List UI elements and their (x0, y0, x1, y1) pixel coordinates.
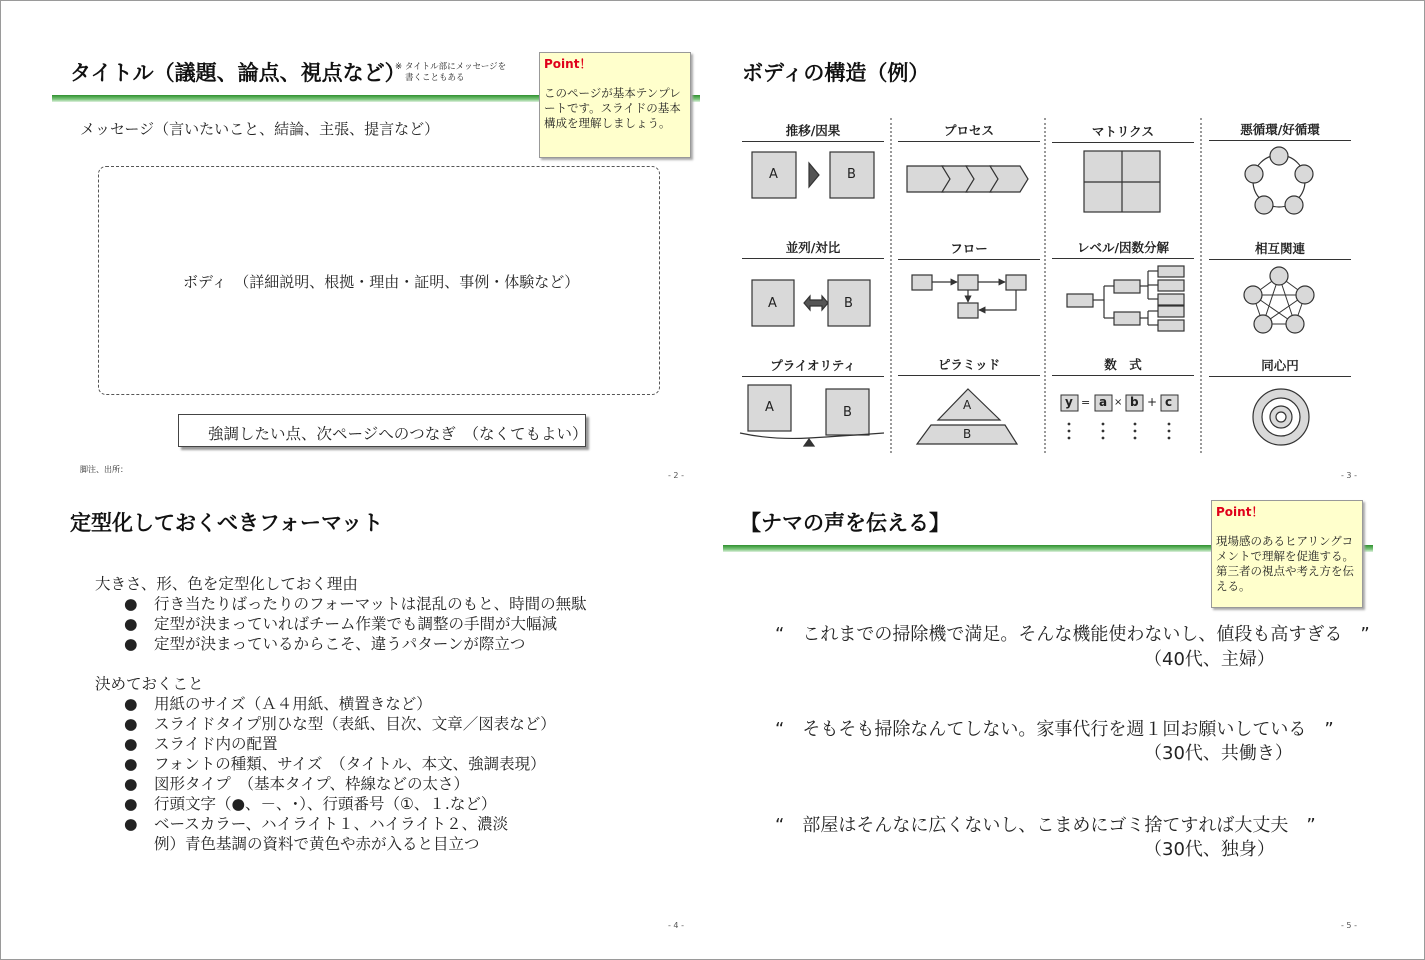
title-note-line2: 書くこともある (405, 73, 465, 83)
message-text: メッセージ（言いたいこと、結論、主張、提言など） (80, 120, 440, 138)
section2-item: ● スライドタイプ別ひな型（表紙、目次、文章／図表など） (124, 715, 556, 733)
cell-label-matrix: マトリクス (1052, 122, 1194, 143)
section1-heading: 大きさ、形、色を定型化しておく理由 (95, 575, 358, 593)
page-number: - 2 - (668, 471, 684, 480)
process-diagram (907, 166, 1028, 192)
quote-speaker: （30代、独身） (1144, 839, 1275, 860)
cell-label-flow: フロー (898, 239, 1040, 260)
letter-a: A (768, 296, 777, 311)
slide-2-title: タイトル（議題、論点、視点など） (70, 61, 406, 85)
slide-5-title: 【ナマの声を伝える】 (740, 511, 950, 535)
bullet-icon: ● (124, 795, 138, 813)
bullet-icon: ● (124, 595, 138, 613)
matrix-diagram (1084, 151, 1160, 212)
bullet-icon: ● (124, 715, 138, 733)
body-text: ボディ （詳細説明、根拠・理由・証明、事例・体験など） (183, 273, 580, 291)
bullet-icon: ● (124, 775, 138, 793)
letter-a: A (963, 398, 972, 412)
section2-item: ● 用紙のサイズ（Ａ４用紙、横置きなど） (124, 695, 432, 713)
page-number: - 3 - (1341, 471, 1357, 480)
page-number: - 5 - (1341, 921, 1357, 930)
title-note-line1: ※ タイトル部にメッセージを (395, 62, 507, 72)
flow-diagram (912, 275, 1026, 318)
quote-text: “ 部屋はそんなに広くないし、こまめにゴミ捨てすれば大丈夫 ” (775, 815, 1316, 836)
bullet-icon: ● (124, 735, 138, 753)
formula-dots (1068, 423, 1171, 440)
cell-label-pyramid: ピラミッド (898, 355, 1040, 376)
formula-times: × (1114, 397, 1123, 408)
formula-b: b (1130, 395, 1139, 409)
quote-speaker: （30代、共働き） (1144, 743, 1293, 764)
bullet-icon: ● (124, 615, 138, 633)
quote-text: “ これまでの掃除機で満足。そんな機能使わないし、値段も高すぎる ” (775, 624, 1370, 645)
slide-4 (0, 480, 712, 960)
letter-b: B (844, 296, 853, 311)
priority-diagram (740, 385, 884, 446)
formula-plus: + (1147, 395, 1158, 409)
cell-label-concentric: 同心円 (1209, 356, 1351, 377)
point-note (1211, 500, 1363, 608)
section2-item: ● フォントの種類、サイズ （タイトル、本文、強調表現） (124, 755, 546, 773)
formula-y: y (1065, 395, 1073, 409)
formula-a: a (1099, 395, 1108, 409)
section2-item: ● 図形タイプ （基本タイプ、枠線などの太さ） (124, 775, 469, 793)
section1-item: ● 定型が決まっているからこそ、違うパターンが際立つ (124, 635, 526, 653)
bullet-icon: ● (124, 815, 138, 833)
bullet-icon: ● (124, 635, 138, 653)
point-note (539, 52, 691, 158)
concentric-diagram (1253, 389, 1309, 445)
formula-c: c (1165, 395, 1173, 409)
point-note-body: 現場感のあるヒアリングコメントで理解を促進する。第三者の視点や考え方を伝える。 (1216, 534, 1354, 593)
slide-3 (712, 0, 1425, 480)
letter-b: B (843, 405, 852, 420)
footnote: 脚注、出所： (80, 465, 128, 474)
section1-item: ● 行き当たりばったりのフォーマットは混乱のもと、時間の無駄 (124, 595, 587, 613)
cell-label-cycle: 悪循環/好循環 (1209, 120, 1351, 141)
quote-speaker: （40代、主婦） (1144, 649, 1275, 670)
section2-extra: 例）青色基調の資料で黄色や赤が入ると目立つ (154, 835, 480, 853)
interrelation-diagram (1244, 267, 1314, 333)
slide-2 (0, 0, 712, 480)
point-note-title: Point！ (544, 57, 592, 71)
point-note-title: Point！ (1216, 505, 1264, 519)
letter-b: B (847, 167, 856, 182)
section2-item: ● ベースカラー、ハイライト１、ハイライト２、濃淡 (124, 815, 509, 833)
formula-eq: = (1081, 396, 1091, 409)
letter-a: A (765, 400, 774, 415)
cell-label-priority: プライオリティ (742, 356, 884, 377)
section2-heading: 決めておくこと (95, 675, 204, 693)
cell-label-transition: 推移/因果 (742, 121, 884, 142)
cell-label-level: レベル/因数分解 (1052, 238, 1194, 259)
cell-label-interrelation: 相互関連 (1209, 239, 1351, 260)
cell-label-process: プロセス (898, 121, 1040, 142)
bullet-icon: ● (124, 755, 138, 773)
page-number: - 4 - (668, 921, 684, 930)
section1-item: ● 定型が決まっていればチーム作業でも調整の手間が大幅減 (124, 615, 558, 633)
cycle-diagram (1245, 147, 1313, 214)
emphasis-text: 強調したい点、次ページへのつなぎ （なくてもよい） (208, 425, 588, 443)
quote-text: “ そもそも掃除なんてしない。家事代行を週１回お願いしている ” (775, 719, 1334, 740)
slide-3-title: ボディの構造（例） (742, 61, 930, 85)
section2-item: ● 行頭文字（●、－、･）、行頭番号（①、１.など） (124, 795, 497, 813)
bullet-icon: ● (124, 695, 138, 713)
section2-item: ● スライド内の配置 (124, 735, 278, 753)
cell-label-parallel: 並列/対比 (742, 238, 884, 259)
slide-4-title: 定型化しておくべきフォーマット (70, 511, 384, 535)
letter-a: A (769, 167, 778, 182)
point-note-body: このページが基本テンプレートです。スライドの基本構成を理解しましょう。 (544, 86, 681, 130)
letter-b: B (963, 427, 972, 441)
cell-label-formula: 数 式 (1052, 355, 1194, 376)
slide-5 (712, 480, 1425, 960)
level-diagram (1067, 266, 1184, 331)
